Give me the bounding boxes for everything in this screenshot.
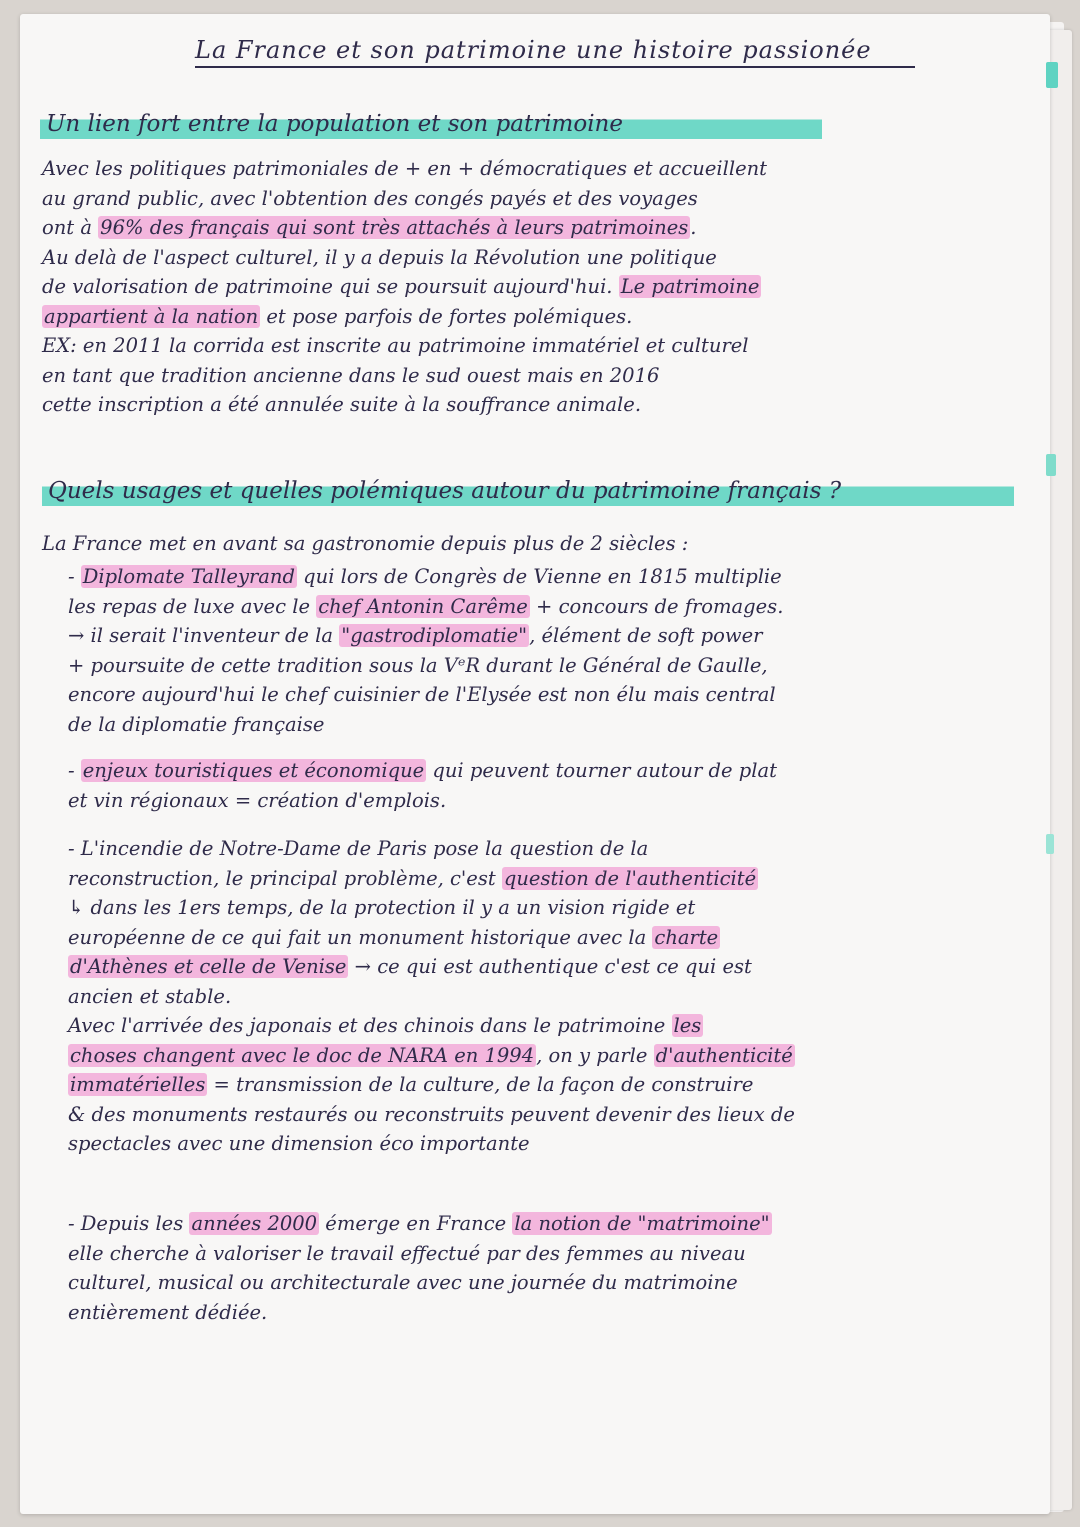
section-heading-1: Un lien fort entre la population et son patrimoine [40,109,822,139]
text-segment: entièrement dédiée. [68,1300,268,1324]
text-line [68,1070,1033,1100]
highlighted-text: chef Antonin Carême [318,594,528,618]
highlighted-text: question de l'authenticité [503,866,757,890]
text-segment: européenne de ce qui fait un monument historique avec la [68,925,653,949]
highlighted-text: 96% des français qui sont très attachés à leurs patrimoines [100,216,689,239]
text-segment: - Depuis les [68,1212,190,1235]
text-line [68,952,1033,982]
text-segment: ancien et stable. [68,984,232,1008]
text-segment: . [690,216,697,239]
highlighted-text: choses changent avec le doc de NARA en 1994 [70,1043,535,1067]
text-segment: encore aujourd'hui le chef cuisinier de l'Elysée est non élu mais central [68,683,776,706]
text-line [42,154,1032,184]
text-segment: Au delà de l'aspect culturel, il y a depuis la Révolution une politique [42,245,717,269]
highlighted-text: Diplomate Talleyrand [82,565,295,588]
text-segment: Avec les politiques patrimoniales de + en + démocratiques et accueillent [42,157,768,180]
highlighted-text: années 2000 [191,1212,318,1235]
tab-marker [1046,454,1056,476]
text-line [42,302,1032,332]
notebook-page [20,14,1050,1514]
bullet-item-matrimoine [68,1209,1033,1327]
text-line [68,621,1033,651]
text-segment: , élément de soft power [529,624,763,647]
text-segment: ↳ dans les 1ers temps, de la protection il y a un vision rigide et [68,896,696,919]
text-line [68,1268,1033,1298]
highlighted-text: la notion de "matrimoine" [514,1212,770,1235]
text-segment: cette inscription a été annulée suite à la souffrance animale. [42,393,642,416]
section-1-paragraph [42,154,1032,420]
text-line [42,213,1032,243]
text-line [68,834,1033,864]
text-segment: - [68,759,81,782]
text-line [42,243,1032,273]
text-segment: + poursuite de cette tradition sous la VᵉR durant le Général de Gaulle, [68,653,768,677]
text-segment: & des monuments restaurés ou reconstruits peuvent devenir des lieux de [68,1102,795,1126]
text-segment: EX: en 2011 la corrida est inscrite au patrimoine immatériel et culturel [42,334,749,357]
text-line [68,592,1033,622]
text-line [42,184,1032,214]
text-line [42,361,1032,391]
text-line [68,710,1033,740]
highlighted-text: enjeux touristiques et économique [82,759,425,782]
text-segment: de la diplomatie française [68,712,325,736]
text-segment: → ce qui est authentique c'est ce qui est [348,955,752,978]
text-segment: qui peuvent tourner autour de plat [426,759,777,782]
text-line [68,1100,1033,1130]
highlighted-text: "gastrodiplomatie" [341,624,528,647]
highlighted-text: Le patrimoine [620,275,760,298]
text-segment: les repas de luxe avec le [68,594,317,618]
bullet-item-tourism [68,756,1033,815]
text-line [68,786,1033,816]
tab-marker [1046,834,1054,854]
text-segment: elle cherche à valoriser le travail effectué par des femmes au niveau [68,1241,746,1265]
text-segment: au grand public, avec l'obtention des congés payés et des voyages [42,186,698,210]
text-line [68,982,1033,1012]
highlighted-text: appartient à la nation [44,304,259,328]
text-line [68,680,1033,710]
text-segment: ont à [42,216,99,239]
highlighted-text: immatérielles [70,1073,206,1096]
text-segment: - [68,565,81,588]
highlighted-text: d'authenticité [655,1043,793,1067]
text-segment: et vin régionaux = création d'emplois. [68,788,447,812]
text-line [68,1239,1033,1269]
bullet-item-notre-dame [68,834,1033,1159]
text-segment: culturel, musical ou architecturale avec une journée du matrimoine [68,1271,738,1294]
text-line [68,923,1033,953]
text-segment: qui lors de Congrès de Vienne en 1815 multiplie [296,565,782,588]
text-line [68,756,1033,786]
text-line [68,1011,1033,1041]
text-segment: = transmission de la culture, de la façon de construire [207,1073,754,1096]
text-segment: reconstruction, le principal problème, c'est [68,866,502,890]
section-2-intro: La France met en avant sa gastronomie depuis plus de 2 siècles : [42,532,689,555]
text-line [42,272,1032,302]
text-segment: en tant que tradition ancienne dans le sud ouest mais en 2016 [42,363,660,387]
text-line [68,1129,1033,1159]
text-segment: spectacles avec une dimension éco importante [68,1132,530,1155]
text-line [68,1209,1033,1239]
text-segment: - L'incendie de Notre-Dame de Paris pose la question de la [68,837,649,860]
highlighted-text: d'Athènes et celle de Venise [70,955,347,978]
text-segment: et pose parfois de fortes polémiques. [260,304,633,328]
text-line [68,562,1033,592]
text-segment: Avec l'arrivée des japonais et des chinois dans le patrimoine [68,1014,672,1037]
text-line [68,651,1033,681]
highlighted-text: charte [654,925,719,949]
text-line [42,331,1032,361]
text-segment: → il serait l'inventeur de la [68,624,340,647]
section-heading-2: Quels usages et quelles polémiques autour du patrimoine français ? [42,476,1014,506]
text-line [68,1298,1033,1328]
tab-marker [1046,62,1058,88]
text-line [68,864,1033,894]
bullet-item-diplomacy [68,562,1033,739]
page-title: La France et son patrimoine une histoire passionée [195,36,915,68]
text-line [68,893,1033,923]
text-line [68,1041,1033,1071]
text-segment: émerge en France [319,1212,513,1235]
text-segment: + concours de fromages. [529,594,784,618]
text-line [42,390,1032,420]
text-segment: , on y parle [536,1043,654,1067]
text-segment: de valorisation de patrimoine qui se poursuit aujourd'hui. [42,275,619,298]
highlighted-text: les [673,1014,702,1037]
